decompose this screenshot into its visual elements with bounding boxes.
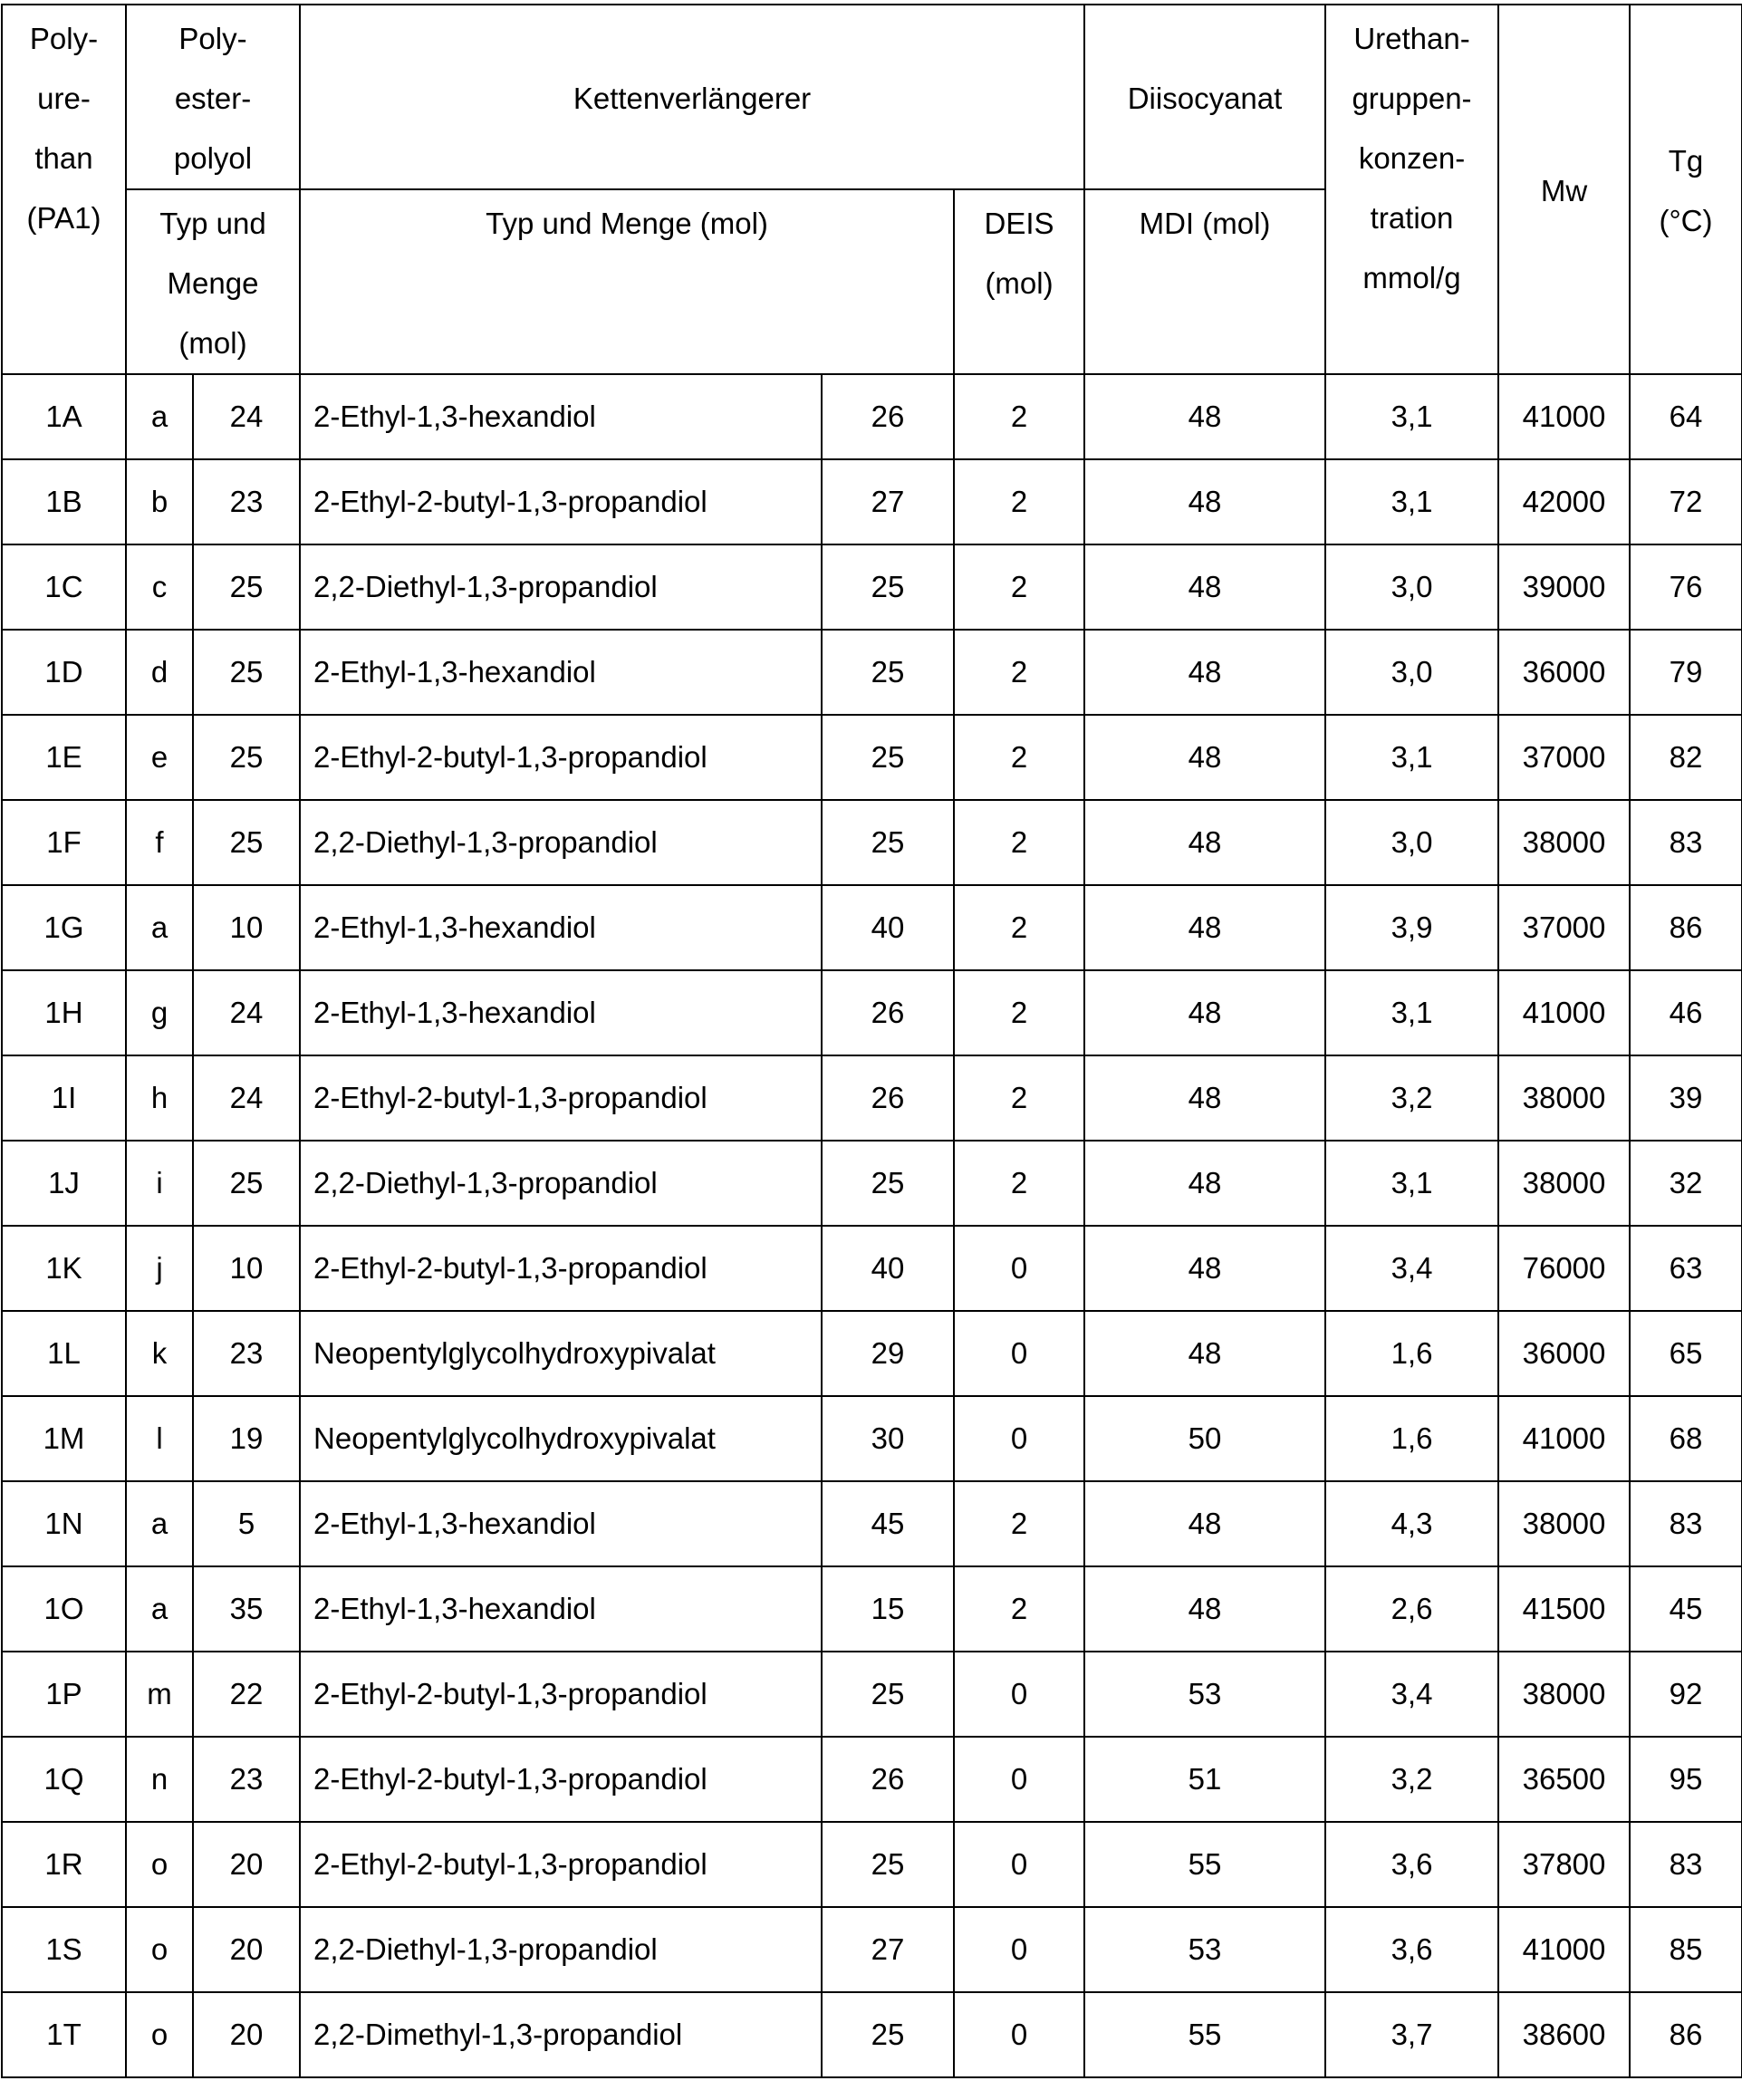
cell-tg: 45 [1630,1566,1742,1652]
header-line: ester- [127,69,299,129]
header-deis [954,189,1084,374]
cell-mw: 37000 [1498,885,1630,970]
cell-polyester-mol: 20 [193,1907,300,1992]
header-kettenverlaengerer: Kettenverlängerer [300,5,1084,189]
cell-kv-mol: 27 [822,459,954,544]
table-row [2,1907,1742,1992]
cell-kv-name: 2-Ethyl-2-butyl-1,3-propandiol [300,1055,822,1141]
header-diisocyanat: Diisocyanat [1084,5,1325,189]
cell-mw: 38000 [1498,1141,1630,1226]
cell-tg: 83 [1630,1822,1742,1907]
cell-kv-mol: 26 [822,374,954,459]
cell-polyester-mol: 25 [193,715,300,800]
cell-mw: 37000 [1498,715,1630,800]
header-line: gruppen- [1326,69,1497,129]
cell-kv-name: 2-Ethyl-1,3-hexandiol [300,1481,822,1566]
cell-kv-name: 2,2-Diethyl-1,3-propandiol [300,1141,822,1226]
cell-kv-name: 2-Ethyl-2-butyl-1,3-propandiol [300,1226,822,1311]
cell-kv-name: 2,2-Diethyl-1,3-propandiol [300,544,822,630]
cell-mdi: 48 [1084,630,1325,715]
cell-deis: 0 [954,1226,1084,1311]
cell-polyurethan: 1S [2,1907,126,1992]
cell-kv-name: 2-Ethyl-1,3-hexandiol [300,885,822,970]
cell-mw: 41000 [1498,1907,1630,1992]
cell-polyester-mol: 24 [193,970,300,1055]
header-line: konzen- [1326,129,1497,188]
header-line: Urethan- [1326,9,1497,69]
header-line: tration [1326,188,1497,248]
cell-mw: 38000 [1498,1055,1630,1141]
cell-polyester-type: o [126,1822,193,1907]
cell-urethan: 3,6 [1325,1907,1498,1992]
cell-urethan: 2,6 [1325,1566,1498,1652]
cell-kv-name: 2-Ethyl-2-butyl-1,3-propandiol [300,459,822,544]
cell-deis: 0 [954,1907,1084,1992]
cell-tg: 85 [1630,1907,1742,1992]
cell-polyester-type: d [126,630,193,715]
cell-kv-name: Neopentylglycolhydroxypivalat [300,1311,822,1396]
cell-tg: 83 [1630,800,1742,885]
cell-mw: 38000 [1498,1481,1630,1566]
cell-polyester-type: i [126,1141,193,1226]
table-row [2,1737,1742,1822]
cell-urethan: 3,9 [1325,885,1498,970]
table-row [2,459,1742,544]
cell-kv-name: 2-Ethyl-2-butyl-1,3-propandiol [300,1652,822,1737]
cell-deis: 0 [954,1992,1084,2077]
cell-polyester-type: o [126,1992,193,2077]
cell-kv-mol: 26 [822,1055,954,1141]
cell-deis: 2 [954,1141,1084,1226]
table-row [2,1481,1742,1566]
cell-mw: 37800 [1498,1822,1630,1907]
cell-urethan: 3,4 [1325,1652,1498,1737]
cell-tg: 83 [1630,1481,1742,1566]
cell-deis: 2 [954,459,1084,544]
header-urethan [1325,5,1498,374]
cell-polyester-mol: 25 [193,544,300,630]
polyurethane-table [1,4,1742,2078]
cell-urethan: 1,6 [1325,1396,1498,1481]
cell-tg: 65 [1630,1311,1742,1396]
cell-polyester-mol: 24 [193,1055,300,1141]
cell-mdi: 53 [1084,1652,1325,1737]
cell-kv-mol: 25 [822,1822,954,1907]
cell-kv-mol: 25 [822,1652,954,1737]
cell-polyester-type: a [126,1566,193,1652]
cell-deis: 2 [954,970,1084,1055]
table-row [2,374,1742,459]
cell-polyester-type: n [126,1737,193,1822]
cell-mdi: 48 [1084,1055,1325,1141]
cell-deis: 2 [954,544,1084,630]
cell-urethan: 3,0 [1325,630,1498,715]
cell-kv-mol: 45 [822,1481,954,1566]
cell-kv-name: 2-Ethyl-1,3-hexandiol [300,1566,822,1652]
cell-urethan: 3,1 [1325,1141,1498,1226]
cell-mdi: 48 [1084,800,1325,885]
table-row [2,1822,1742,1907]
cell-polyester-mol: 20 [193,1822,300,1907]
cell-mw: 41000 [1498,1396,1630,1481]
cell-polyester-mol: 22 [193,1652,300,1737]
header-line: ure- [3,69,125,129]
table-row [2,544,1742,630]
cell-polyurethan: 1C [2,544,126,630]
cell-polyurethan: 1H [2,970,126,1055]
header-polyurethan [2,5,126,374]
header-line: than [3,129,125,188]
table-row [2,715,1742,800]
cell-tg: 95 [1630,1737,1742,1822]
cell-urethan: 3,0 [1325,800,1498,885]
cell-mw: 76000 [1498,1226,1630,1311]
cell-deis: 0 [954,1652,1084,1737]
cell-polyester-mol: 10 [193,1226,300,1311]
header-line: Typ und [127,194,299,254]
cell-polyurethan: 1M [2,1396,126,1481]
cell-mw: 41000 [1498,374,1630,459]
header-tg [1630,5,1742,374]
cell-mdi: 48 [1084,1481,1325,1566]
cell-kv-name: 2-Ethyl-2-butyl-1,3-propandiol [300,1737,822,1822]
cell-mw: 42000 [1498,459,1630,544]
cell-polyester-mol: 19 [193,1396,300,1481]
cell-tg: 39 [1630,1055,1742,1141]
header-mw: Mw [1498,5,1630,374]
header-polyester-typ-menge [126,189,300,374]
cell-deis: 2 [954,1481,1084,1566]
cell-mdi: 48 [1084,1226,1325,1311]
cell-tg: 76 [1630,544,1742,630]
cell-mdi: 48 [1084,715,1325,800]
cell-deis: 2 [954,715,1084,800]
cell-polyester-type: g [126,970,193,1055]
cell-polyester-mol: 20 [193,1992,300,2077]
cell-mw: 38000 [1498,800,1630,885]
cell-polyurethan: 1R [2,1822,126,1907]
cell-polyurethan: 1P [2,1652,126,1737]
cell-urethan: 1,6 [1325,1311,1498,1396]
header-line: polyol [127,129,299,188]
cell-kv-name: 2-Ethyl-2-butyl-1,3-propandiol [300,1822,822,1907]
cell-deis: 2 [954,1566,1084,1652]
cell-polyester-type: j [126,1226,193,1311]
cell-mdi: 48 [1084,459,1325,544]
table-row [2,1396,1742,1481]
cell-polyurethan: 1D [2,630,126,715]
cell-kv-mol: 40 [822,1226,954,1311]
cell-kv-mol: 25 [822,715,954,800]
cell-tg: 64 [1630,374,1742,459]
cell-mw: 38000 [1498,1652,1630,1737]
cell-polyurethan: 1I [2,1055,126,1141]
cell-polyurethan: 1B [2,459,126,544]
cell-tg: 86 [1630,1992,1742,2077]
cell-polyester-type: f [126,800,193,885]
cell-mdi: 48 [1084,970,1325,1055]
table-row [2,630,1742,715]
cell-polyurethan: 1G [2,885,126,970]
cell-kv-mol: 25 [822,1141,954,1226]
cell-kv-mol: 25 [822,1992,954,2077]
cell-polyester-type: a [126,374,193,459]
table-row [2,970,1742,1055]
cell-polyurethan: 1Q [2,1737,126,1822]
header-line: mmol/g [1326,248,1497,308]
cell-polyester-mol: 23 [193,1311,300,1396]
cell-tg: 46 [1630,970,1742,1055]
cell-kv-name: 2-Ethyl-1,3-hexandiol [300,970,822,1055]
cell-urethan: 3,1 [1325,459,1498,544]
cell-polyurethan: 1T [2,1992,126,2077]
cell-kv-mol: 26 [822,970,954,1055]
cell-mdi: 55 [1084,1822,1325,1907]
cell-tg: 32 [1630,1141,1742,1226]
cell-kv-mol: 15 [822,1566,954,1652]
cell-polyurethan: 1J [2,1141,126,1226]
cell-urethan: 3,6 [1325,1822,1498,1907]
cell-kv-mol: 26 [822,1737,954,1822]
cell-polyurethan: 1L [2,1311,126,1396]
cell-polyester-mol: 23 [193,459,300,544]
cell-kv-mol: 27 [822,1907,954,1992]
cell-polyester-mol: 25 [193,630,300,715]
cell-kv-name: 2,2-Diethyl-1,3-propandiol [300,800,822,885]
cell-tg: 79 [1630,630,1742,715]
cell-urethan: 3,1 [1325,715,1498,800]
header-polyesterpolyol [126,5,300,189]
cell-mdi: 48 [1084,1141,1325,1226]
header-mdi: MDI (mol) [1084,189,1325,374]
cell-deis: 0 [954,1737,1084,1822]
table-row [2,1311,1742,1396]
table-row [2,800,1742,885]
cell-mdi: 48 [1084,374,1325,459]
cell-polyester-type: k [126,1311,193,1396]
table-row [2,1226,1742,1311]
header-line: Poly- [3,9,125,69]
cell-polyurethan: 1E [2,715,126,800]
cell-mw: 39000 [1498,544,1630,630]
header-line: Menge [127,254,299,313]
cell-polyester-mol: 25 [193,800,300,885]
cell-polyester-type: c [126,544,193,630]
cell-urethan: 4,3 [1325,1481,1498,1566]
cell-deis: 2 [954,374,1084,459]
cell-tg: 82 [1630,715,1742,800]
header-line: DEIS [955,194,1083,254]
cell-mw: 36500 [1498,1737,1630,1822]
cell-kv-mol: 25 [822,800,954,885]
table-row [2,885,1742,970]
cell-deis: 2 [954,1055,1084,1141]
header-line: (°C) [1631,191,1741,251]
cell-kv-name: 2,2-Diethyl-1,3-propandiol [300,1907,822,1992]
cell-mw: 41000 [1498,970,1630,1055]
cell-mdi: 48 [1084,1311,1325,1396]
cell-polyester-mol: 35 [193,1566,300,1652]
cell-polyurethan: 1A [2,374,126,459]
cell-polyester-mol: 25 [193,1141,300,1226]
cell-mw: 36000 [1498,1311,1630,1396]
cell-polyurethan: 1O [2,1566,126,1652]
cell-urethan: 3,2 [1325,1737,1498,1822]
cell-polyurethan: 1K [2,1226,126,1311]
table-row [2,1055,1742,1141]
header-line: (PA1) [3,188,125,248]
cell-polyester-type: a [126,885,193,970]
cell-urethan: 3,1 [1325,374,1498,459]
cell-urethan: 3,1 [1325,970,1498,1055]
cell-kv-name: Neopentylglycolhydroxypivalat [300,1396,822,1481]
table-row [2,1141,1742,1226]
cell-mdi: 55 [1084,1992,1325,2077]
cell-tg: 72 [1630,459,1742,544]
cell-mdi: 50 [1084,1396,1325,1481]
cell-mdi: 48 [1084,885,1325,970]
cell-urethan: 3,2 [1325,1055,1498,1141]
cell-kv-name: 2-Ethyl-1,3-hexandiol [300,374,822,459]
cell-urethan: 3,4 [1325,1226,1498,1311]
cell-polyurethan: 1F [2,800,126,885]
header-line: (mol) [955,254,1083,313]
cell-deis: 0 [954,1822,1084,1907]
cell-tg: 86 [1630,885,1742,970]
cell-deis: 0 [954,1311,1084,1396]
table-row [2,1652,1742,1737]
cell-mdi: 53 [1084,1907,1325,1992]
cell-urethan: 3,7 [1325,1992,1498,2077]
header-line: Tg [1631,131,1741,191]
table-row [2,1992,1742,2077]
cell-deis: 2 [954,630,1084,715]
cell-polyester-mol: 10 [193,885,300,970]
cell-polyester-type: a [126,1481,193,1566]
cell-tg: 92 [1630,1652,1742,1737]
cell-polyester-mol: 5 [193,1481,300,1566]
cell-polyester-type: b [126,459,193,544]
cell-kv-mol: 40 [822,885,954,970]
header-line: Poly- [127,9,299,69]
cell-kv-mol: 30 [822,1396,954,1481]
cell-mw: 36000 [1498,630,1630,715]
cell-kv-name: 2,2-Dimethyl-1,3-propandiol [300,1992,822,2077]
cell-polyurethan: 1N [2,1481,126,1566]
header-kv-typ-menge: Typ und Menge (mol) [300,189,954,374]
cell-deis: 2 [954,885,1084,970]
cell-kv-mol: 25 [822,544,954,630]
cell-mdi: 48 [1084,544,1325,630]
cell-mdi: 51 [1084,1737,1325,1822]
cell-polyester-type: l [126,1396,193,1481]
cell-polyester-type: o [126,1907,193,1992]
cell-tg: 63 [1630,1226,1742,1311]
cell-kv-name: 2-Ethyl-1,3-hexandiol [300,630,822,715]
cell-kv-mol: 25 [822,630,954,715]
header-line: (mol) [127,313,299,373]
cell-kv-name: 2-Ethyl-2-butyl-1,3-propandiol [300,715,822,800]
cell-deis: 2 [954,800,1084,885]
cell-polyester-mol: 23 [193,1737,300,1822]
cell-mdi: 48 [1084,1566,1325,1652]
cell-mw: 41500 [1498,1566,1630,1652]
cell-polyester-type: e [126,715,193,800]
cell-mw: 38600 [1498,1992,1630,2077]
table-row [2,1566,1742,1652]
cell-urethan: 3,0 [1325,544,1498,630]
cell-deis: 0 [954,1396,1084,1481]
cell-polyester-mol: 24 [193,374,300,459]
cell-tg: 68 [1630,1396,1742,1481]
cell-polyester-type: m [126,1652,193,1737]
cell-polyester-type: h [126,1055,193,1141]
cell-kv-mol: 29 [822,1311,954,1396]
